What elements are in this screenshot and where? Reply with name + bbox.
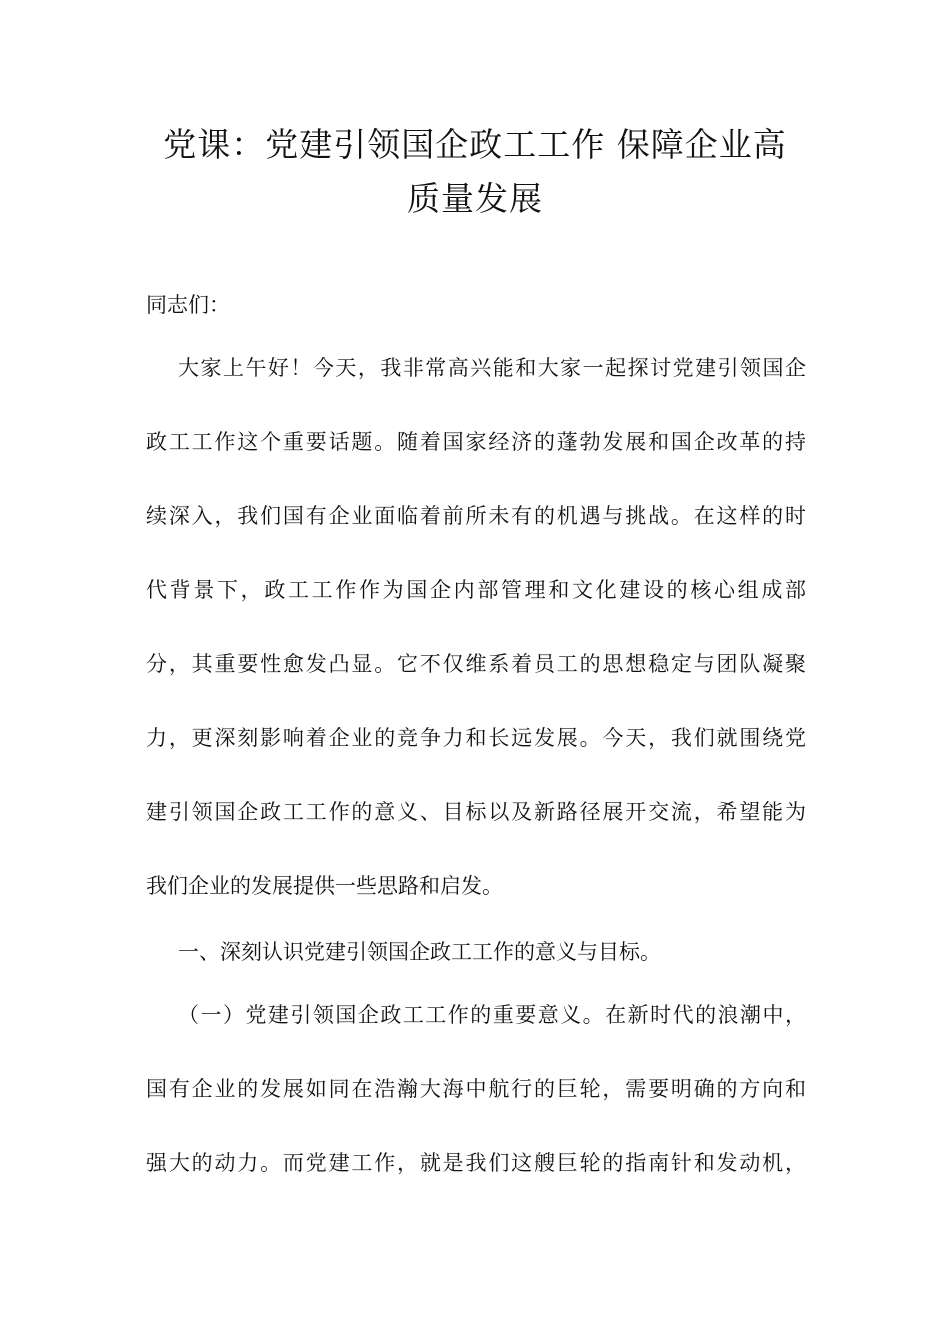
paragraph-1-line-6: 力，更深刻影响着企业的竞争力和长远发展。今天，我们就围绕党 [146, 726, 806, 750]
paragraph-1-line-1: 大家上午好！今天，我非常高兴能和大家一起探讨党建引领国企 [178, 356, 806, 380]
paragraph-1-line-2: 政工工作这个重要话题。随着国家经济的蓬勃发展和国企改革的持 [146, 430, 806, 454]
paragraph-1-line-3: 续深入，我们国有企业面临着前所未有的机遇与挑战。在这样的时 [146, 504, 806, 528]
title-line-2: 质量发展 [407, 179, 543, 218]
title-line-1: 党课：党建引领国企政工工作 保障企业高 [163, 125, 787, 164]
salutation: 同志们： [146, 293, 230, 317]
section-1-heading: 一、深刻认识党建引领国企政工工作的意义与目标。 [178, 940, 661, 964]
paragraph-1-line-8: 我们企业的发展提供一些思路和启发。 [146, 874, 503, 898]
paragraph-1-line-4: 代背景下，政工工作作为国企内部管理和文化建设的核心组成部 [146, 578, 806, 602]
subsection-1-line-2: 国有企业的发展如同在浩瀚大海中航行的巨轮，需要明确的方向和 [146, 1077, 806, 1101]
paragraph-1-line-7: 建引领国企政工工作的意义、目标以及新路径展开交流，希望能为 [146, 800, 806, 824]
subsection-1-line-1: （一）党建引领国企政工工作的重要意义。在新时代的浪潮中， [178, 1003, 806, 1027]
document-title [130, 118, 820, 226]
paragraph-1-line-5: 分，其重要性愈发凸显。它不仅维系着员工的思想稳定与团队凝聚 [146, 652, 806, 676]
subsection-1-line-3: 强大的动力。而党建工作，就是我们这艘巨轮的指南针和发动机， [146, 1151, 806, 1175]
